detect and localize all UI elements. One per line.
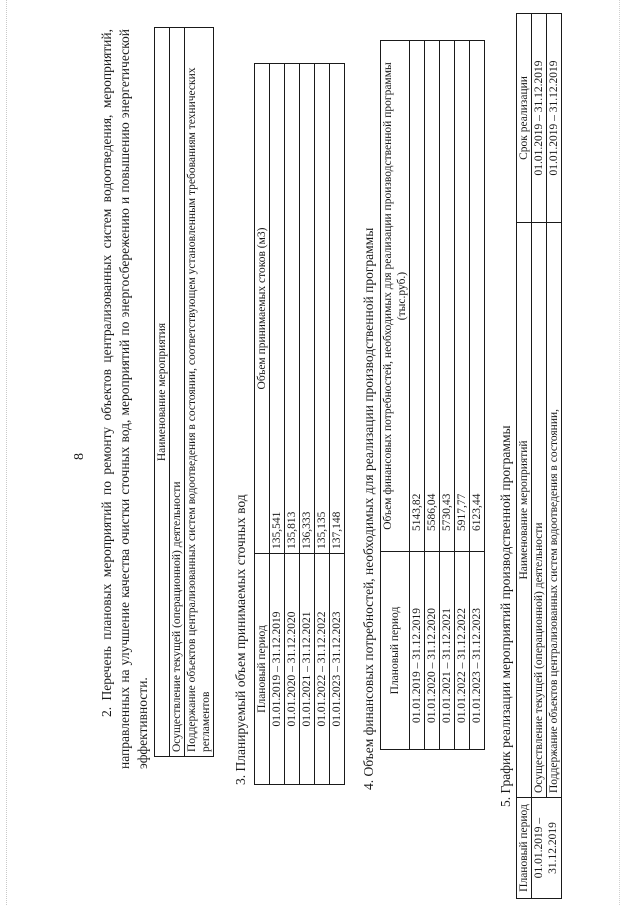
section5-header-measures: Наименование мероприятий <box>517 223 532 798</box>
table-row <box>410 41 425 750</box>
table-row <box>300 64 315 785</box>
measure-cell: Осуществление текущей (операционной) деятельности <box>532 223 547 798</box>
period-cell: 01.01.2023 – 31.12.2023 <box>470 552 485 750</box>
finance-cell: 5586,04 <box>425 41 440 552</box>
section2-title <box>98 29 152 769</box>
volume-cell: 135,541 <box>270 64 285 554</box>
finance-cell: 5730,43 <box>440 41 455 552</box>
term-cell: 01.01.2019 – 31.12.2019 <box>547 14 562 223</box>
page-number: 8 <box>72 453 87 460</box>
table-row <box>285 64 300 785</box>
volume-cell: 135,135 <box>315 64 330 554</box>
table-row <box>170 28 185 757</box>
section5-header-term: Срок реализации <box>517 14 532 223</box>
section3-header-volume: Объем принимаемых стоков (м3) <box>255 64 270 554</box>
section5-header-period: Плановый период <box>517 798 532 899</box>
section2-row-2: Поддержание объектов централизованных систем водоотведения в состоянии, соответствующем установленным требованиям технических регламентов <box>185 28 214 757</box>
period-cell: 01.01.2022 – 31.12.2022 <box>315 554 330 785</box>
finance-cell: 5143,82 <box>410 41 425 552</box>
section2-measures-table <box>154 27 214 757</box>
section4-header-period: Плановый период <box>381 552 410 750</box>
period-cell: 01.01.2019 – 31.12.2019 <box>532 798 562 899</box>
section4-header-finance: Объем финансовых потребностей, необходимых для реализации производственной программы (тыс.руб.) <box>381 41 410 552</box>
measure-cell: Поддержание объектов централизованных систем водоотведения в состоянии, <box>547 223 562 798</box>
table-row <box>425 41 440 750</box>
section4-finance-table <box>380 40 485 750</box>
period-cell: 01.01.2020 – 31.12.2020 <box>425 552 440 750</box>
section3-volume-table <box>254 63 345 785</box>
table-row <box>532 14 547 899</box>
volume-cell: 136,333 <box>300 64 315 554</box>
table-row <box>270 64 285 785</box>
volume-cell: 137,148 <box>330 64 345 554</box>
table-header-row <box>255 64 270 785</box>
section5-title: 5. График реализации мероприятий производственной программы <box>498 425 513 807</box>
section2-title-text: 2. Перечень плановых мероприятий по ремонту объектов централизованных систем водоотведения, мероприятий, направленных на улучшение качества очистки сточных вод, мероприятий по энергосбережению и повышению энергетической эффективности. <box>99 29 150 769</box>
table-row <box>315 64 330 785</box>
period-cell: 01.01.2019 – 31.12.2019 <box>410 552 425 750</box>
finance-cell: 5917,77 <box>455 41 470 552</box>
section2-header: Наименование мероприятия <box>155 28 170 757</box>
finance-cell: 6123,44 <box>470 41 485 552</box>
table-header-row <box>517 14 532 899</box>
table-row <box>547 14 562 899</box>
table-header-row <box>155 28 170 757</box>
period-cell: 01.01.2020 – 31.12.2020 <box>285 554 300 785</box>
section4-title: 4. Объем финансовых потребностей, необходимых для реализации производственной программы <box>361 227 376 790</box>
period-cell: 01.01.2023 – 31.12.2023 <box>330 554 345 785</box>
table-row <box>455 41 470 750</box>
section3-header-period: Плановый период <box>255 554 270 785</box>
table-row <box>470 41 485 750</box>
term-cell: 01.01.2019 – 31.12.2019 <box>532 14 547 223</box>
period-cell: 01.01.2021 – 31.12.2021 <box>440 552 455 750</box>
table-row <box>330 64 345 785</box>
period-cell: 01.01.2022 – 31.12.2022 <box>455 552 470 750</box>
section3-title: 3. Планируемый объем принимаемых сточных вод <box>233 494 248 785</box>
section2-row-1: Осуществление текущей (операционной) деятельности <box>170 28 185 757</box>
volume-cell: 135,813 <box>285 64 300 554</box>
section5-schedule-table <box>516 13 562 899</box>
table-row <box>185 28 214 757</box>
period-cell: 01.01.2019 – 31.12.2019 <box>270 554 285 785</box>
table-row <box>440 41 455 750</box>
period-cell: 01.01.2021 – 31.12.2021 <box>300 554 315 785</box>
table-header-row <box>381 41 410 750</box>
